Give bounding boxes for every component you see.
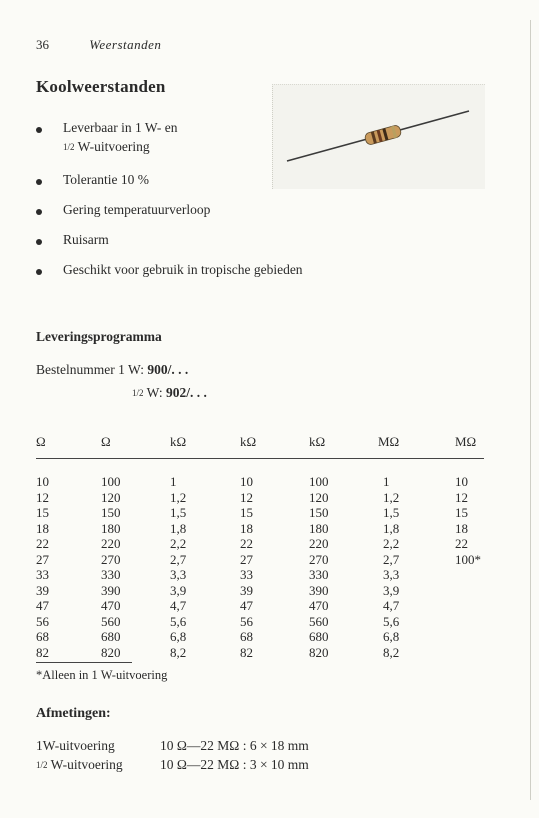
table-cell: 18 <box>455 520 468 536</box>
table-cell: 15 <box>455 505 468 520</box>
table-cell: 68 <box>240 629 253 644</box>
table-cell: 470 <box>101 598 121 613</box>
table-cell: 33 <box>36 567 49 582</box>
table-cell: 1,2 <box>170 489 187 505</box>
table-cell: 100* <box>455 551 481 567</box>
table-cell: 1,5 <box>170 505 187 520</box>
fraction: 1/2 <box>36 760 48 770</box>
page-number: 36 <box>36 37 49 52</box>
table-cell: 220 <box>309 536 329 551</box>
table-column <box>309 474 329 660</box>
fraction: 1/2 <box>63 142 75 152</box>
table-cell: 12 <box>455 489 468 505</box>
column-header: kΩ <box>240 434 257 449</box>
table-cell: 47 <box>240 598 253 613</box>
table-column <box>170 474 186 660</box>
table-cell: 470 <box>309 598 329 613</box>
table-cell: 18 <box>36 520 49 536</box>
running-title: Weerstanden <box>89 37 162 52</box>
table-cell: 180 <box>309 520 329 536</box>
table-cell: 27 <box>240 551 253 567</box>
table-cell: 6,8 <box>383 629 400 644</box>
table-cell: 12 <box>36 489 49 505</box>
table-cell: 22 <box>240 536 253 551</box>
table-cell: 680 <box>309 629 329 644</box>
dimension-row: 1/2 W-uitvoering 10 Ω—22 MΩ : 3 × 10 mm <box>36 757 309 772</box>
resistor-illustration <box>273 85 485 189</box>
table-cell: 82 <box>36 644 49 660</box>
dimensions-heading: Afmetingen: <box>36 706 111 721</box>
delivery-heading: Leveringsprogramma <box>36 329 162 344</box>
table-cell: 39 <box>36 582 49 598</box>
column-header: MΩ <box>378 434 400 449</box>
table-cell: 3,9 <box>383 582 400 598</box>
table-rule <box>36 458 484 459</box>
order-number-half-w: 1/2 W: 902/. . . <box>132 385 207 400</box>
table-cell: 120 <box>309 489 329 505</box>
table-column <box>455 474 481 567</box>
table-cell: 2,2 <box>170 536 187 551</box>
page-edge <box>530 20 531 800</box>
table-cell: 4,7 <box>383 598 400 613</box>
table-cell: 15 <box>240 505 253 520</box>
order-number-1w: Bestelnummer 1 W: 900/. . . <box>36 362 189 377</box>
page-header <box>36 37 161 53</box>
table-cell: 3,9 <box>170 582 187 598</box>
table-cell: 100 <box>309 474 329 489</box>
column-header: MΩ <box>455 434 477 449</box>
bullet-icon <box>36 127 42 133</box>
table-cell: 1,8 <box>170 520 187 536</box>
table-cell: 39 <box>240 582 253 598</box>
bullet-icon <box>36 179 42 185</box>
column-header: Ω <box>36 434 46 449</box>
table-cell: 120 <box>101 489 121 505</box>
table-cell: 390 <box>101 582 121 598</box>
table-column <box>36 474 49 660</box>
table-cell: 1 <box>383 474 390 489</box>
table-cell: 22 <box>455 536 468 551</box>
table-cell: 6,8 <box>170 629 187 644</box>
column-header: kΩ <box>170 434 187 449</box>
footnote: *Alleen in 1 W-uitvoering <box>36 668 168 682</box>
table-cell: 68 <box>36 629 49 644</box>
table-cell: 1 <box>170 474 177 489</box>
table-cell: 12 <box>240 489 253 505</box>
table-cell: 18 <box>240 520 253 536</box>
bullet-icon <box>36 239 42 245</box>
table-column <box>383 474 399 660</box>
table-cell: 270 <box>309 551 329 567</box>
dimension-row: 1W-uitvoering 10 Ω—22 MΩ : 6 × 18 mm <box>36 738 309 753</box>
column-header: kΩ <box>309 434 326 449</box>
table-cell: 100 <box>101 474 121 489</box>
bullet-icon <box>36 269 42 275</box>
table-cell: 330 <box>309 567 329 582</box>
footnote-rule <box>36 662 132 663</box>
table-cell: 33 <box>240 567 253 582</box>
table-cell: 180 <box>101 520 121 536</box>
table-cell: 150 <box>309 505 329 520</box>
table-cell: 82 <box>240 644 253 660</box>
table-cell: 56 <box>36 613 49 629</box>
table-cell: 56 <box>240 613 253 629</box>
table-cell: 150 <box>101 505 121 520</box>
table-cell: 1,5 <box>383 505 400 520</box>
table-cell: 3,3 <box>383 567 400 582</box>
table-cell: 8,2 <box>170 644 187 660</box>
table-column <box>240 474 253 660</box>
table-cell: 270 <box>101 551 121 567</box>
table-cell: 27 <box>36 551 49 567</box>
table-cell: 47 <box>36 598 49 613</box>
table-cell: 8,2 <box>383 644 400 660</box>
table-cell: 4,7 <box>170 598 187 613</box>
table-column <box>101 474 121 660</box>
table-cell: 5,6 <box>170 613 187 629</box>
table-cell: 1,2 <box>383 489 400 505</box>
table-cell: 2,7 <box>383 551 400 567</box>
table-cell: 2,7 <box>170 551 187 567</box>
table-cell: 680 <box>101 629 121 644</box>
book-page: 36 Weerstanden Koolweerstanden Leverbaar in 1 W- en 1/2 W-uitvoering Tolerantie 10 % Gering temperatuurverloop Ruisarm Geschikt voor gebruik in tropische gebieden Leveringsprogramma Bestelnummer 1 W: 900/. . . 1/2 W: 902/. . . Ω Ω kΩ kΩ kΩ MΩ MΩ 10 12 15 18 22 27 33 39 47 56 68 82 100 120 150 180 220 270 330 390 470 560 680 820 1 1,2 1,5 1,8 2,2 2,7 3,3 3,9 4,7 5,6 6,8 8,2 10 12 15 18 22 27 33 39 47 56 68 82 100 120 150 180 220 270 330 390 470 560 680 820 1 1,2 1,5 1,8 2,2 2,7 3,3 3,9 4,7 5,6 6,8 8,2 10 12 15 18 22 100* *Alleen in 1 W-uitvoering Afmetingen: 1W-uitvoering 10 Ω—22 MΩ : 6 × 18 mm 1/2 W-uitvoering 10 Ω—22 MΩ : 3 × 10 mm <box>0 0 539 818</box>
table-cell: 5,6 <box>383 613 400 629</box>
table-cell: 3,3 <box>170 567 187 582</box>
table-cell: 15 <box>36 505 49 520</box>
table-cell: 220 <box>101 536 121 551</box>
column-header: Ω <box>101 434 111 449</box>
fraction: 1/2 <box>132 388 144 398</box>
table-cell: 22 <box>36 536 49 551</box>
resistor-body <box>364 124 402 145</box>
table-cell: 1,8 <box>383 520 400 536</box>
section-title: Koolweerstanden <box>36 77 166 96</box>
table-cell: 560 <box>101 613 121 629</box>
resistor-photo <box>272 84 485 189</box>
bullet-icon <box>36 209 42 215</box>
table-cell: 390 <box>309 582 329 598</box>
table-cell: 10 <box>36 474 49 489</box>
table-cell: 10 <box>240 474 253 489</box>
table-cell: 820 <box>309 644 329 660</box>
table-cell: 330 <box>101 567 121 582</box>
table-cell: 10 <box>455 474 468 489</box>
table-cell: 820 <box>101 644 121 660</box>
table-cell: 2,2 <box>383 536 400 551</box>
table-cell: 560 <box>309 613 329 629</box>
